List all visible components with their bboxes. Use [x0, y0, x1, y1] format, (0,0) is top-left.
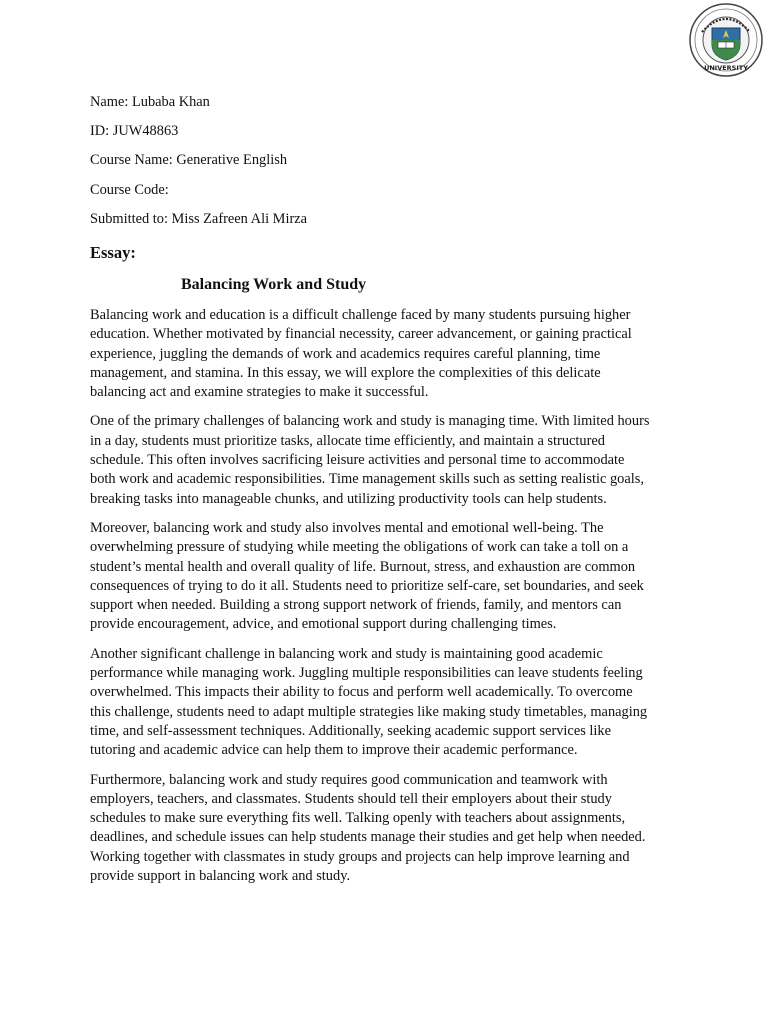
text-line: Furthermore, balancing work and study requires good communication and teamwork with	[90, 771, 608, 788]
paragraph	[90, 519, 680, 635]
text-line: this challenge, students need to adapt multiple strategies like making study timetables, managing	[90, 703, 648, 720]
text-line: balancing act and examine strategies to make it successful.	[90, 384, 429, 401]
text-line: management, and stamina. In this essay, we will explore the complexities of this delicate	[90, 364, 601, 381]
essay-label: Essay:	[90, 243, 136, 262]
text-line: Moreover, balancing work and study also involves mental and emotional well-being. The	[90, 519, 604, 536]
text-line: experience, juggling the demands of work and academics requires careful planning, time	[90, 345, 601, 362]
text-line: in a day, students must prioritize tasks, allocate time efficiently, and maintain a structured	[90, 432, 605, 449]
text-line: both work and academic responsibilities. Time management skills such as setting realistic goals,	[90, 471, 644, 488]
text-line: schedule. This often involves sacrificing leisure activities and personal time to accommodate	[90, 452, 625, 469]
essay-body	[90, 306, 680, 896]
text-line: provide support in balancing work and study.	[90, 868, 351, 885]
text-line: time, and self-assessment techniques. Additionally, seeking academic support services like	[90, 722, 611, 739]
text-line: overwhelming pressure of studying while meeting the obligations of work can take a toll on a	[90, 539, 629, 556]
paragraph	[90, 771, 680, 887]
text-line: schedules to make sure everything fits well. Talking openly with teachers about assignments,	[90, 810, 626, 827]
text-line: breaking tasks into manageable chunks, and utilizing productivity tools can help students.	[90, 490, 607, 507]
paragraph	[90, 645, 680, 761]
text-line: employers, teachers, and classmates. Students should tell their employers about their study	[90, 790, 612, 807]
text-line: overwhelmed. This impacts their ability to focus and perform well academically. To overcome	[90, 684, 633, 701]
student-name: Name: Lubaba Khan	[90, 94, 210, 110]
text-line: student’s mental health and overall quality of life. Burnout, stress, and exhaustion are common	[90, 558, 636, 575]
paragraph	[90, 306, 680, 402]
text-line: support when needed. Building a strong support network of friends, family, and mentors can	[90, 597, 622, 614]
paragraph	[90, 412, 680, 508]
course-name: Course Name: Generative English	[90, 152, 288, 169]
university-seal-icon	[688, 2, 764, 78]
text-line: provide encouragement, advice, and emotional support during challenging times.	[90, 616, 557, 633]
text-line: Another significant challenge in balancing work and study is maintaining good academic	[90, 645, 603, 662]
text-line: deadlines, and schedule issues can help students manage their studies and get help when needed.	[90, 829, 646, 846]
text-line: performance while managing work. Juggling multiple responsibilities can leave students feeling	[90, 665, 643, 682]
text-line: tutoring and academic advice can help them to improve their academic performance.	[90, 742, 578, 759]
text-line: One of the primary challenges of balancing work and study is managing time. With limited hours	[90, 413, 650, 430]
text-line: Working together with classmates in study groups and projects can help improve learning and	[90, 848, 630, 865]
course-code: Course Code:	[90, 181, 169, 198]
student-info	[90, 94, 690, 240]
text-line: Balancing work and education is a difficult challenge faced by many students pursuing higher	[90, 307, 631, 323]
student-id: ID: JUW48863	[90, 123, 179, 140]
text-line: education. Whether motivated by financial necessity, career advancement, or gaining practical	[90, 326, 632, 343]
essay-title: Balancing Work and Study	[181, 276, 367, 293]
text-line: consequences of trying to do it all. Students need to prioritize self-care, set boundaries, and seek	[90, 577, 644, 594]
seal-text: UNIVERSITY	[704, 64, 748, 72]
submitted-to: Submitted to: Miss Zafreen Ali Mirza	[90, 210, 308, 227]
